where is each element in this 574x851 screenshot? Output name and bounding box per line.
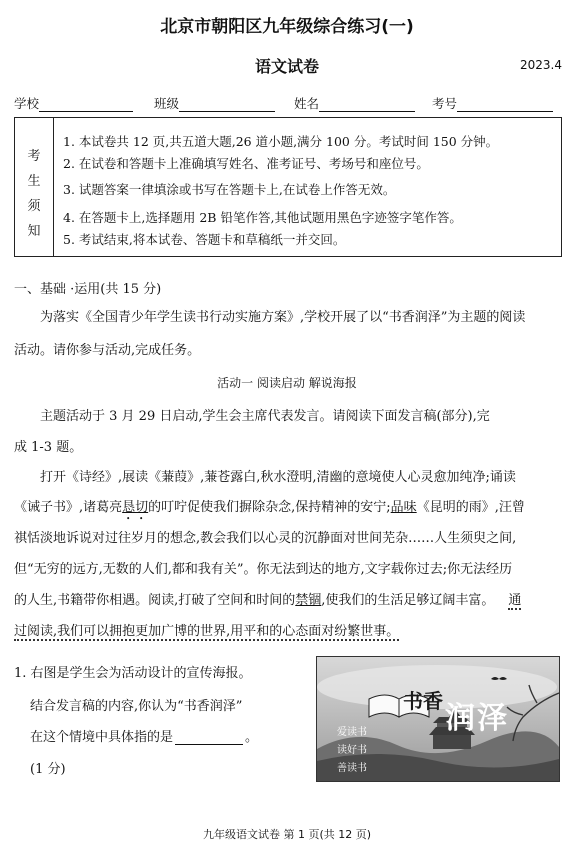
question-1-line: 结合发言稿的内容,你认为“书香润泽”	[30, 699, 243, 714]
notice-item: 2. 在试卷和答题卡上准确填写姓名、准考证号、考场号和座位号。	[63, 156, 429, 171]
speech-text: 通	[508, 593, 522, 608]
question-1-line	[30, 726, 258, 745]
question-text: 在这个情境中具体指的是	[30, 730, 174, 745]
exam-title: 北京市朝阳区九年级综合练习(一)	[160, 17, 414, 37]
speech-text: 《诫子书》,诸葛亮	[14, 500, 123, 515]
notice-item: 4. 在答题卡上,选择题用 2B 铅笔作答,其他试题用黑色字迹签字笔作答。	[63, 210, 462, 225]
exam-no-blank[interactable]	[457, 98, 553, 112]
speech-text: 的人生,书籍带你相遇。阅读,打破了空间和时间的	[14, 593, 296, 608]
speech-line: 打开《诗经》,展读《蒹葭》,蒹苍露白,秋水澄明,清幽的意境使人心灵愈加纯净;诵读	[40, 470, 516, 485]
class-label: 班级	[154, 96, 180, 111]
answer-blank[interactable]	[175, 731, 243, 745]
notice-head-char: 须	[27, 199, 41, 214]
candidate-notice-box	[14, 117, 562, 257]
speech-line	[14, 620, 399, 639]
speech-line: 祺恬淡地诉说对过往岁月的想念,教会我们以心灵的沉静面对世间芜杂……人生须臾之间,	[14, 531, 517, 546]
marked-word: 品味	[390, 500, 417, 515]
name-blank[interactable]	[319, 98, 415, 112]
speech-line: 但“无穷的远方,无数的人们,都和我有关”。你无法到达的地方,文字载你过去;你无法经历	[14, 562, 513, 577]
poster-title-main: 润泽	[445, 701, 509, 736]
school-field	[14, 94, 133, 112]
notice-item: 1. 本试卷共 12 页,共五道大题,26 道小题,满分 100 分。考试时间 150 分钟。	[63, 134, 499, 149]
poster-title-top: 书香	[403, 689, 443, 713]
exam-subtitle: 语文试卷	[254, 57, 319, 76]
notice-head-char: 考	[27, 149, 41, 164]
promotional-poster	[316, 656, 560, 782]
poster-tag: 读好书	[337, 745, 367, 756]
notice-item: 5. 考试结束,将本试卷、答题卡和草稿纸一并交回。	[63, 232, 346, 247]
intro-line: 为落实《全国青少年学生读书行动实施方案》,学校开展了以“书香润泽”为主题的阅读	[40, 310, 526, 325]
notice-head-char: 生	[27, 174, 41, 189]
speech-text: ,使我们的生活足够辽阔丰富。	[321, 593, 495, 608]
task-line: 成 1-3 题。	[14, 440, 83, 455]
question-1-score: (1 分)	[30, 762, 66, 777]
exam-no-field	[432, 94, 553, 112]
school-label: 学校	[14, 96, 40, 111]
school-blank[interactable]	[39, 98, 133, 112]
name-label: 姓名	[294, 96, 320, 111]
intro-line: 活动。请你参与活动,完成任务。	[14, 343, 201, 358]
poster-tag: 爱读书	[337, 727, 367, 738]
class-blank[interactable]	[179, 98, 275, 112]
speech-text: 《昆明的雨》,汪曾	[416, 500, 525, 515]
activity-title: 活动一 阅读启动 解说海报	[217, 376, 357, 390]
notice-heading	[15, 118, 54, 256]
marked-word: 恳切	[122, 500, 149, 515]
speech-text: 的叮咛促使我们摒除杂念,保持精神的安宁;	[148, 500, 391, 515]
speech-line	[14, 589, 521, 608]
dotted-sentence: 过阅读,我们可以拥抱更加广博的世界,用平和的心态面对纷繁世事。	[14, 624, 400, 639]
exam-no-label: 考号	[432, 96, 458, 111]
notice-head-char: 知	[27, 224, 41, 239]
exam-date: 2023.4	[520, 58, 562, 72]
poster-tag: 善读书	[337, 763, 367, 774]
question-1-line: 1. 右图是学生会为活动设计的宣传海报。	[14, 666, 252, 681]
class-field	[154, 94, 275, 112]
speech-line	[14, 496, 525, 523]
page-footer: 九年级语文试卷 第 1 页(共 12 页)	[202, 828, 372, 841]
section-heading: 一、基础 ·运用(共 15 分)	[14, 282, 162, 297]
task-line: 主题活动于 3 月 29 日启动,学生会主席代表发言。请阅读下面发言稿(部分),完	[40, 409, 490, 424]
name-field	[294, 94, 415, 112]
marked-word: 禁锢	[295, 593, 322, 608]
question-text: 。	[245, 730, 259, 745]
notice-item: 3. 试题答案一律填涂或书写在答题卡上,在试卷上作答无效。	[63, 182, 396, 197]
